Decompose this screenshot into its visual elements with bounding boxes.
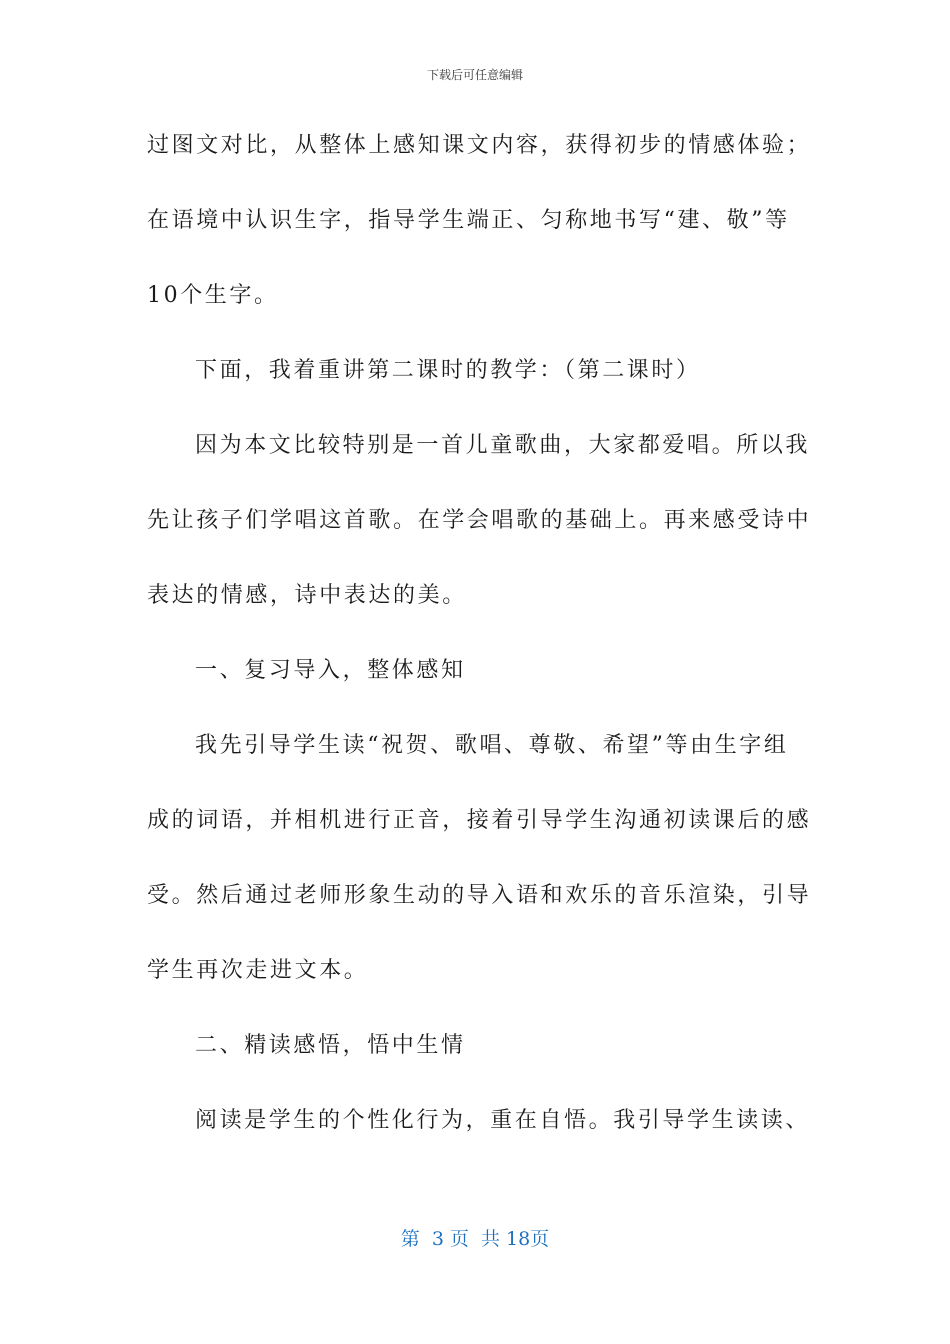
section-heading: 二、精读感悟，悟中生情 [195, 1033, 466, 1058]
text-line: 表达的情感，诗中表达的美。 [147, 583, 467, 608]
text-line: 因为本文比较特别是一首儿童歌曲，大家都爱唱。所以我 [195, 433, 811, 458]
text-line: 阅读是学生的个性化行为，重在自悟。我引导学生读读、 [195, 1108, 811, 1133]
page-header-note: 下载后可任意编辑 [426, 68, 523, 82]
text-line: 10个生字。 [147, 283, 279, 308]
page-number-footer: 第 3 页 共 18页 [400, 1228, 550, 1250]
text-line: 先让孩子们学唱这首歌。在学会唱歌的基础上。再来感受诗中 [147, 508, 812, 533]
text-line: 我先引导学生读“祝贺、歌唱、尊敬、希望”等由生字组 [195, 733, 789, 758]
text-line: 下面，我着重讲第二课时的教学：（第二课时） [195, 358, 701, 383]
text-line: 成的词语，并相机进行正音，接着引导学生沟通初读课后的感 [147, 808, 812, 833]
document-body [147, 122, 812, 1172]
text-line: 受。然后通过老师形象生动的导入语和欢乐的音乐渲染，引导 [147, 883, 812, 908]
text-line: 学生再次走进文本。 [147, 958, 369, 983]
section-heading: 一、复习导入，整体感知 [195, 658, 466, 683]
text-line: 在语境中认识生字，指导学生端正、匀称地书写“建、敬”等 [147, 208, 790, 233]
text-line: 过图文对比，从整体上感知课文内容，获得初步的情感体验； [147, 133, 812, 158]
